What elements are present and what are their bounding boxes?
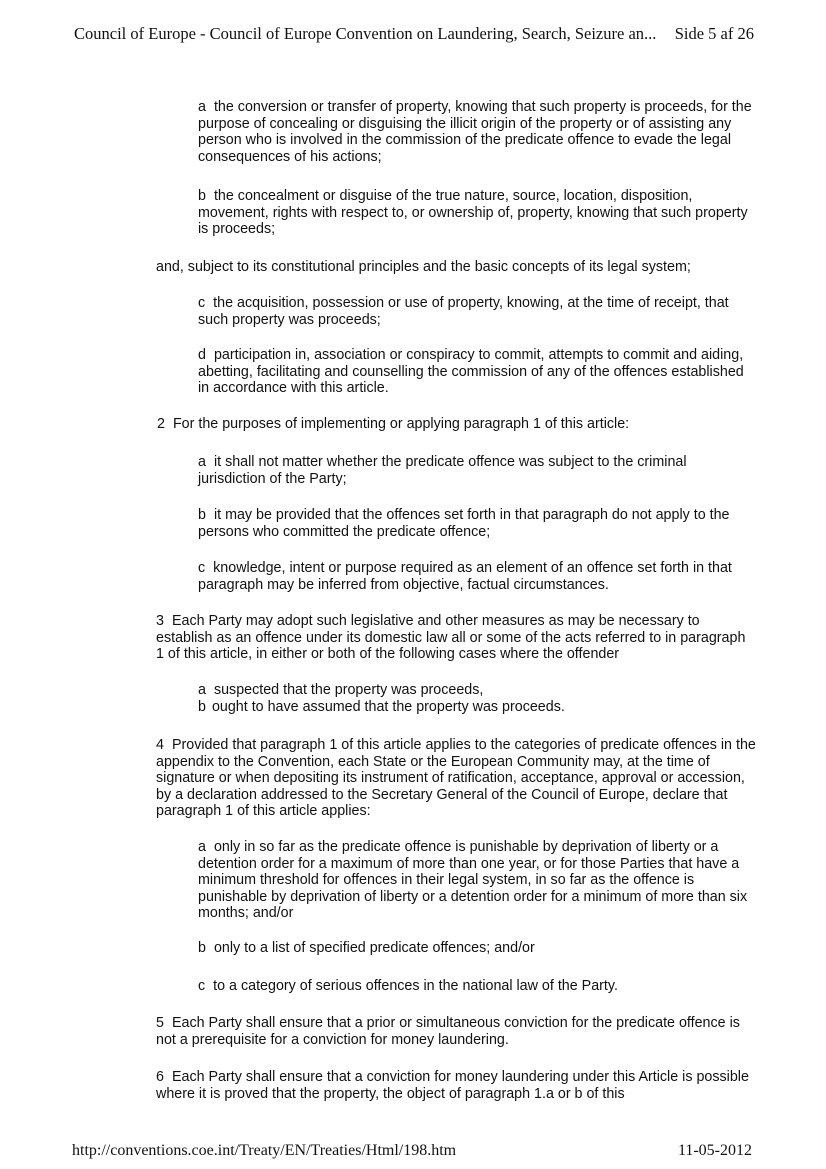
paragraph-5 [156, 1015, 756, 1048]
item-text: only to a list of specified predicate offences; and/or [213, 940, 535, 956]
paragraph-3b [198, 699, 758, 716]
item-text: For the purposes of implementing or applying paragraph 1 of this article: [172, 416, 630, 432]
page-number: Side 5 af 26 [674, 24, 754, 43]
paragraph-1b [198, 188, 758, 238]
item-text: the acquisition, possession or use of property, knowing, at the time of receipt, that such property was proceeds; [198, 295, 729, 328]
paragraph-3a [198, 682, 758, 699]
paragraph-2 [157, 416, 757, 433]
item-text: Each Party shall ensure that a conviction for money laundering under this Article is possible where it is proved that the property, the object of paragraph 1.a or b of this [156, 1069, 749, 1102]
paragraph-4c [198, 978, 758, 995]
paragraph-1d [198, 347, 758, 397]
item-marker: 3 [156, 613, 164, 629]
item-marker: 4 [156, 737, 164, 753]
paragraph-4a [198, 839, 758, 922]
paragraph-6 [156, 1069, 756, 1102]
item-text: it may be provided that the offences set forth in that paragraph do not apply to the persons who committed the predicate offence; [198, 507, 730, 540]
paragraph-3 [156, 613, 756, 663]
item-marker: a [198, 454, 206, 470]
item-text: participation in, association or conspiracy to commit, attempts to commit and aiding, abetting, facilitating and counselling the commission of any of the offences established in accordance with this article. [198, 347, 744, 397]
item-marker: c [198, 560, 206, 576]
item-marker: a [198, 682, 206, 698]
paragraph-1a [198, 99, 758, 165]
footer-date: 11-05-2012 [677, 1142, 752, 1159]
item-text: Provided that paragraph 1 of this article applies to the categories of predicate offences in the appendix to the Convention, each State or the European Community may, at the time of signature or when depositing its instrument of ratification, acceptance, approval or accession, by a declaration addressed to the Secretary General of the Council of Europe, declare that paragraph 1 of this article applies: [156, 737, 756, 820]
paragraph-2a [198, 454, 758, 487]
item-text: the concealment or disguise of the true nature, source, location, disposition, movement, rights with respect to, or ownership of, property, knowing that such property is proceeds; [198, 188, 748, 238]
item-text: the conversion or transfer of property, knowing that such property is proceeds, for the purpose of concealing or disguising the illicit origin of the property or of assisting any person who is involved in the commission of the predicate offence to evade the legal consequences of his actions; [198, 99, 752, 165]
item-marker: 2 [157, 416, 165, 432]
paragraph-1c [198, 295, 758, 328]
item-marker: a [198, 839, 206, 855]
item-text: only in so far as the predicate offence is punishable by deprivation of liberty or a detention order for a maximum of more than one year, or for those Parties that have a minimum threshold for offences in their legal system, in so far as the offence is punishable by deprivation of liberty or a detention order for a minimum of more than six months; and/or [198, 839, 748, 922]
item-text: suspected that the property was proceeds, [213, 682, 484, 698]
paragraph-4 [156, 737, 756, 820]
footer-url: http://conventions.coe.int/Treaty/EN/Treaties/Html/198.htm [72, 1142, 457, 1159]
item-marker: c [198, 978, 206, 994]
paragraph-4b [198, 940, 758, 957]
item-marker: c [198, 295, 206, 311]
item-marker: 6 [156, 1069, 164, 1085]
item-text: knowledge, intent or purpose required as an element of an offence set forth in that paragraph may be inferred from objective, factual circumstances. [198, 560, 732, 593]
item-marker: b [198, 507, 206, 523]
item-text: Each Party may adopt such legislative and other measures as may be necessary to establish as an offence under its domestic law all or some of the acts referred to in paragraph 1 of this article, in either or both of the following cases where the offender [156, 613, 746, 663]
item-text: to a category of serious offences in the national law of the Party. [213, 978, 618, 994]
paragraph-2b [198, 507, 758, 540]
item-text: it shall not matter whether the predicate offence was subject to the criminal jurisdiction of the Party; [198, 454, 687, 487]
paragraph-2c [198, 560, 758, 593]
header-title: Council of Europe - Council of Europe Convention on Laundering, Search, Seizure an... [74, 24, 657, 43]
item-marker: b [198, 940, 206, 956]
item-text: Each Party shall ensure that a prior or simultaneous conviction for the predicate offence is not a prerequisite for a conviction for money laundering. [156, 1015, 740, 1048]
and-clause: and, subject to its constitutional principles and the basic concepts of its legal system; [156, 259, 691, 275]
item-marker: b [198, 699, 206, 715]
item-marker: 5 [156, 1015, 164, 1031]
item-marker: d [198, 347, 206, 363]
item-marker: b [198, 188, 206, 204]
item-marker: a [198, 99, 206, 115]
item-text: ought to have assumed that the property was proceeds. [211, 699, 565, 715]
